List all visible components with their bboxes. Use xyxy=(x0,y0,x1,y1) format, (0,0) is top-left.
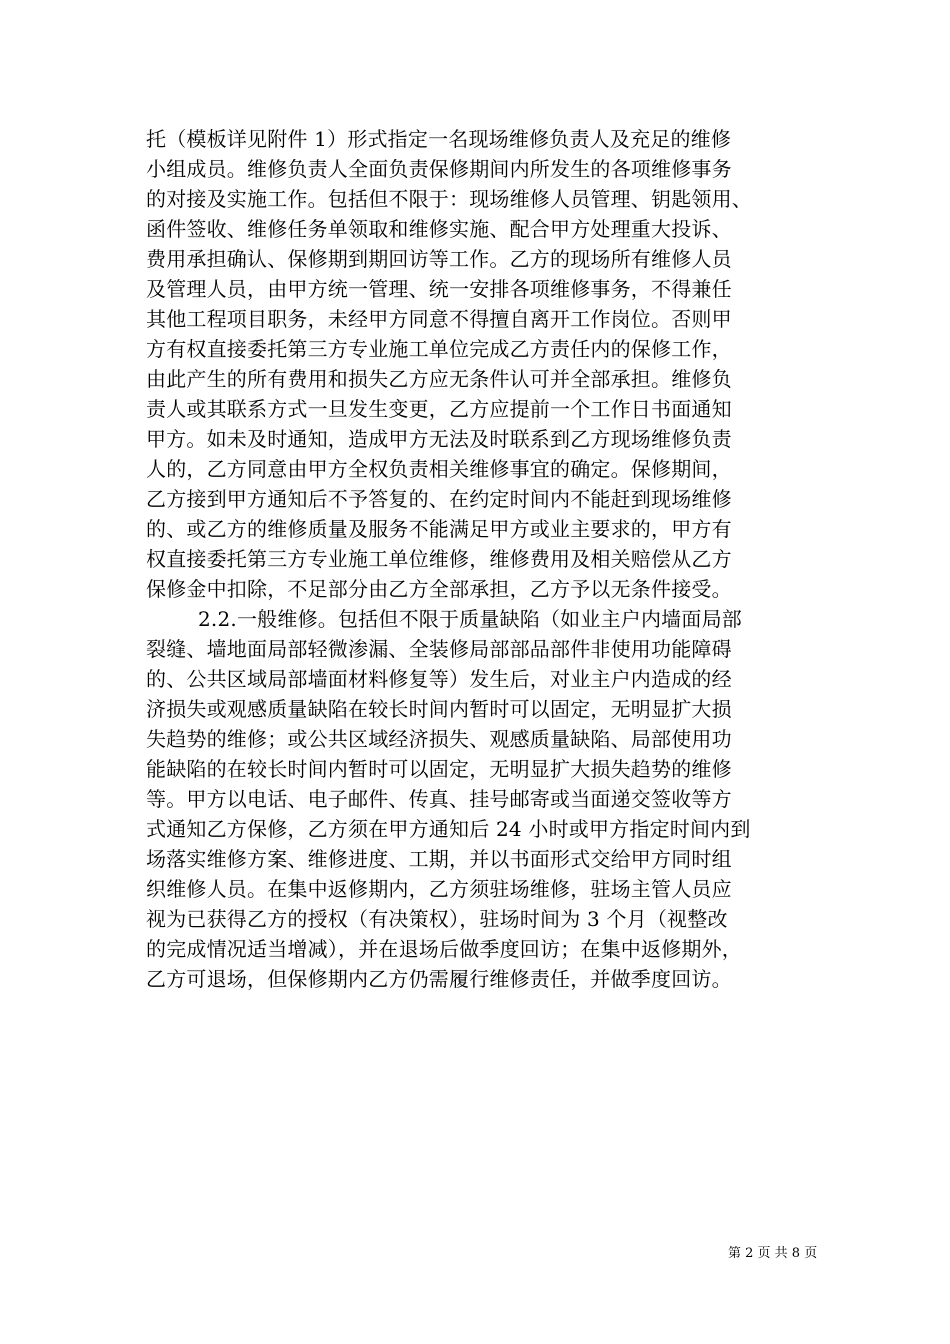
text-line: 责人或其联系方式一旦发生变更，乙方应提前一个工作日书面通知 xyxy=(146,397,732,421)
text-line: 的、或乙方的维修质量及服务不能满足甲方或业主要求的，甲方有 xyxy=(146,517,732,541)
document-body xyxy=(146,124,806,994)
text-line: 保修金中扣除，不足部分由乙方全部承担，乙方予以无条件接受。 xyxy=(146,577,732,601)
paragraph-start-line: 2.2.一般维修。包括但不限于质量缺陷（如业主户内墙面局部 xyxy=(198,607,742,631)
text-line: 的、公共区域局部墙面材料修复等）发生后，对业主户内造成的经 xyxy=(146,667,732,691)
text-line: 函件签收、维修任务单领取和维修实施、配合甲方处理重大投诉、 xyxy=(146,217,732,241)
text-line: 由此产生的所有费用和损失乙方应无条件认可并全部承担。维修负 xyxy=(146,367,732,391)
text-line: 其他工程项目职务，未经甲方同意不得擅自离开工作岗位。否则甲 xyxy=(146,307,732,331)
text-line: 小组成员。维修负责人全面负责保修期间内所发生的各项维修事务 xyxy=(146,157,732,181)
text-line: 场落实维修方案、维修进度、工期，并以书面形式交给甲方同时组 xyxy=(146,847,732,871)
text-line: 乙方接到甲方通知后不予答复的、在约定时间内不能赶到现场维修 xyxy=(146,487,732,511)
text-line: 方有权直接委托第三方专业施工单位完成乙方责任内的保修工作， xyxy=(146,337,732,361)
text-line: 人的，乙方同意由甲方全权负责相关维修事宜的确定。保修期间， xyxy=(146,457,732,481)
text-line: 的完成情况适当增减），并在退场后做季度回访；在集中返修期外， xyxy=(146,937,742,961)
text-line: 权直接委托第三方专业施工单位维修，维修费用及相关赔偿从乙方 xyxy=(146,547,732,571)
text-line: 甲方。如未及时通知，造成甲方无法及时联系到乙方现场维修负责 xyxy=(146,427,732,451)
text-line: 的对接及实施工作。包括但不限于：现场维修人员管理、钥匙领用、 xyxy=(146,187,752,211)
text-line: 裂缝、墙地面局部轻微渗漏、全装修局部部品部件非使用功能障碍 xyxy=(146,637,732,661)
text-line: 乙方可退场，但保修期内乙方仍需履行维修责任，并做季度回访。 xyxy=(146,967,732,991)
text-line: 济损失或观感质量缺陷在较长时间内暂时可以固定，无明显扩大损 xyxy=(146,697,732,721)
text-line: 及管理人员，由甲方统一管理、统一安排各项维修事务，不得兼任 xyxy=(146,277,732,301)
text-line: 费用承担确认、保修期到期回访等工作。乙方的现场所有维修人员 xyxy=(146,247,732,271)
text-line: 失趋势的维修；或公共区域经济损失、观感质量缺陷、局部使用功 xyxy=(146,727,732,751)
text-line: 式通知乙方保修，乙方须在甲方通知后 24 小时或甲方指定时间内到 xyxy=(146,817,751,841)
text-line: 托（模板详见附件 1）形式指定一名现场维修负责人及充足的维修 xyxy=(146,127,732,151)
text-line: 等。甲方以电话、电子邮件、传真、挂号邮寄或当面递交签收等方 xyxy=(146,787,732,811)
text-line: 视为已获得乙方的授权（有决策权），驻场时间为 3 个月（视整改 xyxy=(146,907,728,931)
text-line: 能缺陷的在较长时间内暂时可以固定，无明显扩大损失趋势的维修 xyxy=(146,757,732,781)
page-number: 第 2 页 共 8 页 xyxy=(728,1246,818,1261)
text-line: 织维修人员。在集中返修期内，乙方须驻场维修，驻场主管人员应 xyxy=(146,877,732,901)
